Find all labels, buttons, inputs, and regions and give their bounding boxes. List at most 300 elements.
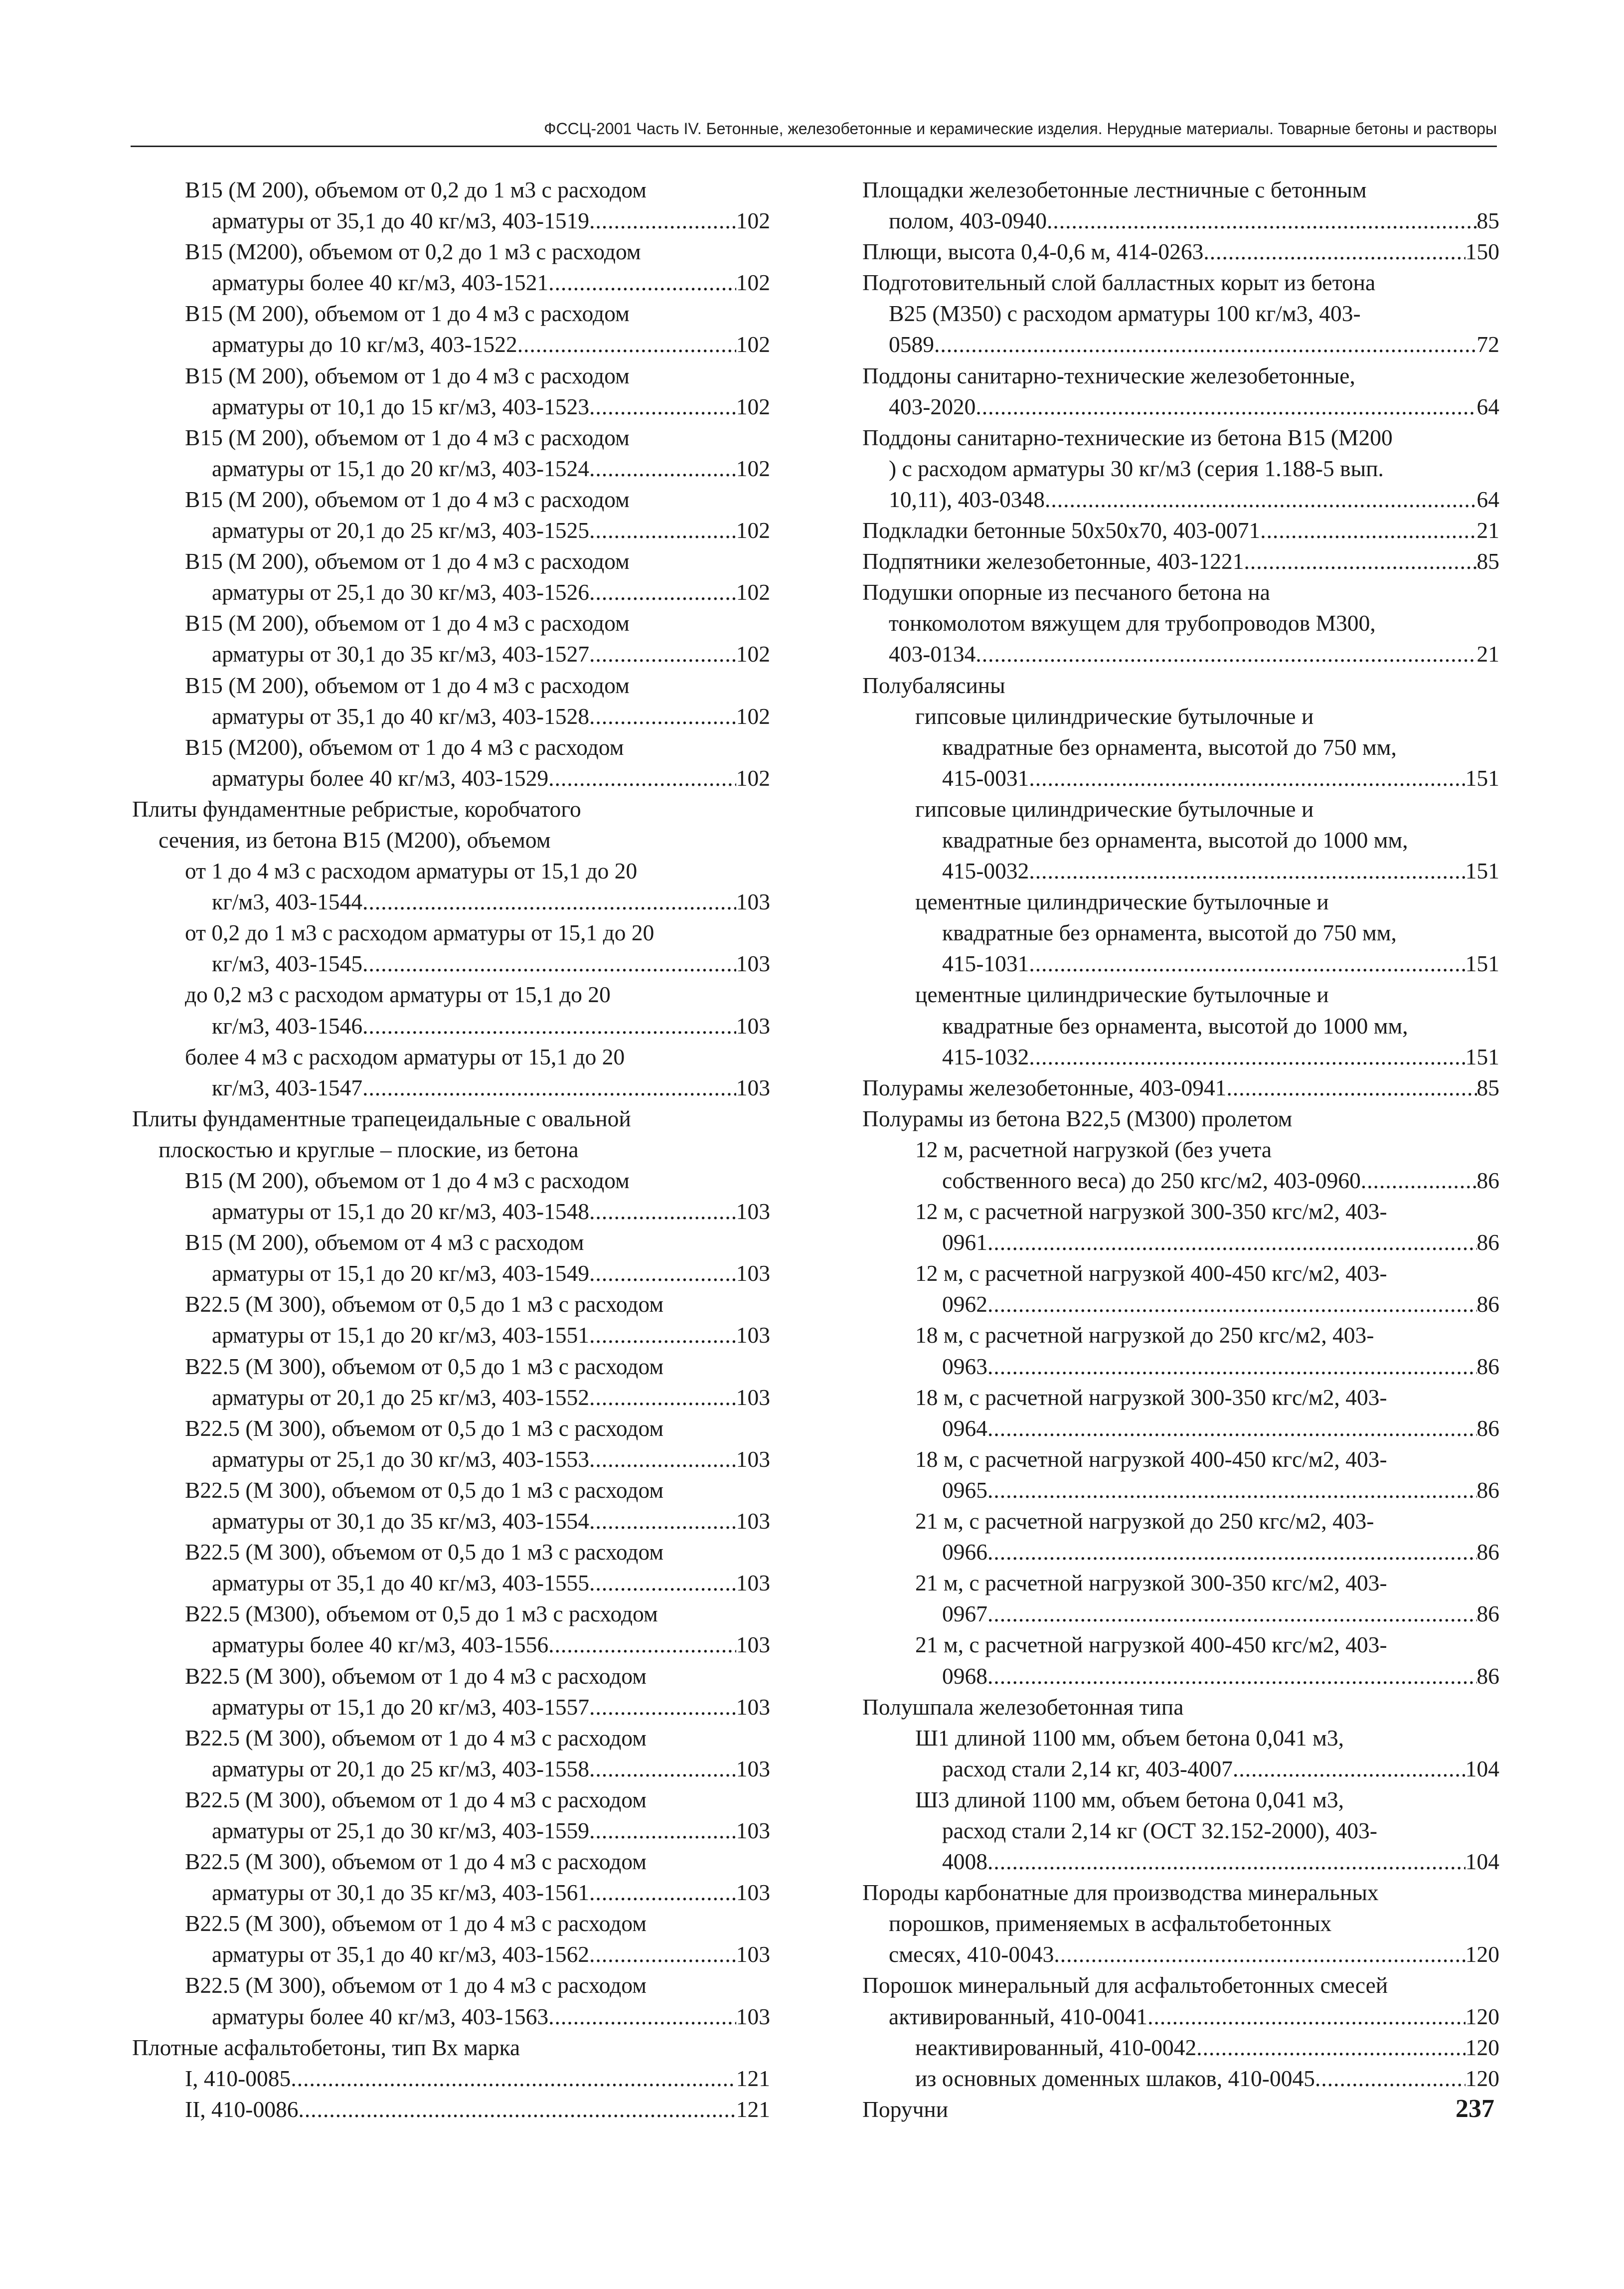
index-entry-last-line (132, 1196, 770, 1227)
index-entry-last-line (132, 515, 770, 546)
entry-text: B22.5 (M 300), объемом от 1 до 4 м3 с расходом (185, 1972, 647, 1998)
index-entry-last-line (862, 329, 1499, 360)
entry-text: арматуры от 20,1 до 25 кг/м3, 403-1525 (212, 518, 590, 543)
index-entry-last-line (132, 1258, 770, 1289)
dot-leader (1147, 2001, 1465, 2032)
index-entry (132, 1846, 770, 1908)
entry-text: до 0,2 м3 с расходом арматуры от 15,1 до 20 (185, 982, 611, 1008)
dot-leader (362, 1072, 736, 1103)
page-ref: 103 (736, 1446, 770, 1472)
index-entry (862, 1196, 1499, 1258)
index-entry-last-line (132, 886, 770, 917)
page-ref: 103 (736, 1694, 770, 1720)
page-ref: 103 (736, 1384, 770, 1410)
entry-text: 18 м, с расчетной нагрузкой до 250 кгс/м2, 403- (915, 1322, 1374, 1348)
page-ref: 21 (1476, 518, 1499, 543)
dot-leader (1315, 2063, 1465, 2094)
entry-text: Подготовительный слой балластных корыт из бетона (862, 270, 1376, 296)
index-entry-last-line (132, 1754, 770, 1784)
index-entry (132, 1351, 770, 1413)
page-ref: 85 (1476, 548, 1499, 574)
index-entry (132, 1165, 770, 1227)
page-ref: 103 (736, 1199, 770, 1225)
dot-leader (987, 1351, 1477, 1382)
index-entry (132, 1784, 770, 1846)
index-column-right (862, 175, 1499, 2125)
index-entry (862, 1134, 1499, 1196)
dot-leader (987, 1475, 1477, 1506)
dot-leader (1045, 484, 1477, 515)
entry-text: ) с расходом арматуры 30 кг/м3 (серия 1.188-5 вып. (889, 455, 1384, 481)
dot-leader (1029, 763, 1465, 794)
index-entry (132, 917, 770, 979)
entry-text: арматуры от 15,1 до 20 кг/м3, 403-1548 (212, 1199, 590, 1225)
dot-leader (934, 329, 1477, 360)
index-entry-last-line (862, 205, 1499, 236)
page-ref: 103 (736, 1941, 770, 1967)
dot-leader (975, 639, 1476, 670)
entry-text: B22.5 (M 300), объемом от 0,5 до 1 м3 с расходом (185, 1291, 664, 1317)
index-entry-last-line (862, 1042, 1499, 1072)
page-ref: 102 (736, 393, 770, 419)
entry-text: B22.5 (M 300), объемом от 1 до 4 м3 с расходом (185, 1786, 647, 1812)
index-entry-last-line (132, 701, 770, 732)
index-entry (132, 1289, 770, 1351)
entry-text: B22.5 (M 300), объемом от 1 до 4 м3 с расходом (185, 1911, 647, 1937)
page-ref: 104 (1465, 1756, 1499, 1781)
entry-text: I, 410-0085 (185, 2065, 291, 2091)
entry-text: порошков, применяемых в асфальтобетонных (889, 1911, 1332, 1937)
entry-text: 12 м, с расчетной нагрузкой 300-350 кгс/м2, 403- (915, 1199, 1387, 1225)
dot-leader (548, 267, 736, 298)
index-entry (132, 484, 770, 546)
entry-text: Плиты фундаментные трапецеидальные с овальной (132, 1105, 631, 1131)
index-entry (862, 701, 1499, 794)
dot-leader (987, 1413, 1477, 1444)
index-column-left (132, 175, 770, 2125)
index-entry-last-line (862, 1413, 1499, 1444)
page-ref: 103 (736, 1322, 770, 1348)
entry-text: 415-0031 (942, 765, 1029, 791)
page-ref: 86 (1476, 1168, 1499, 1193)
entry-text: B15 (M 200), объемом от 1 до 4 м3 с расходом (185, 424, 630, 450)
entry-text: 403-2020 (889, 393, 976, 419)
index-entry (862, 1784, 1499, 1877)
entry-text: B15 (M200), объемом от 1 до 4 м3 с расходом (185, 734, 624, 760)
entry-text: Подушки опорные из песчаного бетона на (862, 579, 1270, 605)
index-entry-last-line (132, 639, 770, 670)
index-entry-last-line (132, 1939, 770, 1970)
page-ref: 103 (736, 1260, 770, 1286)
index-entry-last-line (132, 1444, 770, 1475)
entry-text: 415-0032 (942, 858, 1029, 884)
index-entry-last-line (132, 1568, 770, 1598)
entry-text: B15 (M 200), объемом от 1 до 4 м3 с расходом (185, 301, 630, 327)
dot-leader (589, 1939, 736, 1970)
index-entry (862, 1568, 1499, 1629)
index-entry-last-line (132, 267, 770, 298)
entry-text: арматуры от 15,1 до 20 кг/м3, 403-1524 (212, 455, 590, 481)
dot-leader (589, 1196, 736, 1227)
page-ref: 102 (736, 455, 770, 481)
page-ref: 86 (1476, 1415, 1499, 1441)
page-ref: 151 (1465, 951, 1499, 977)
index-entry (862, 546, 1499, 577)
index-entry (862, 175, 1499, 236)
entry-text: кг/м3, 403-1546 (212, 1013, 363, 1039)
dot-leader (589, 453, 736, 484)
dot-leader (1227, 1072, 1477, 1103)
entry-text: Поддоны санитарно-технические из бетона B15 (M200 (862, 424, 1393, 450)
entry-text: Порошок минеральный для асфальтобетонных смесей (862, 1972, 1388, 1998)
page-number: 237 (1456, 2095, 1494, 2123)
entry-text: Полурамы железобетонные, 403-0941 (862, 1074, 1227, 1100)
entry-text: 415-1032 (942, 1044, 1029, 1069)
entry-text: квадратные без орнамента, высотой до 750 мм, (942, 920, 1397, 946)
index-entry (862, 1506, 1499, 1568)
page-ref: 120 (1465, 1941, 1499, 1967)
dot-leader (987, 1661, 1477, 1692)
index-entry-last-line (862, 236, 1499, 267)
index-entry (862, 2063, 1499, 2094)
index-entry (862, 2032, 1499, 2063)
index-entry (132, 1042, 770, 1103)
page-ref: 103 (736, 1508, 770, 1534)
entry-text: Ш3 длиной 1100 мм, объем бетона 0,041 м3, (915, 1786, 1344, 1812)
page-ref: 85 (1476, 208, 1499, 234)
entry-text: B22.5 (M 300), объемом от 0,5 до 1 м3 с расходом (185, 1415, 664, 1441)
index-entry (132, 422, 770, 484)
entry-text: 4008 (942, 1849, 987, 1875)
entry-text: 0966 (942, 1539, 987, 1565)
page-ref: 85 (1476, 1074, 1499, 1100)
entry-text: B15 (M 200), объемом от 1 до 4 м3 с расходом (185, 362, 630, 388)
entry-text: B15 (M 200), объемом от 0,2 до 1 м3 с расходом (185, 177, 647, 202)
index-entry (862, 1629, 1499, 1691)
index-entry-last-line (132, 1072, 770, 1103)
index-entry-last-line (132, 1320, 770, 1351)
index-entry (862, 1072, 1499, 1103)
entry-text: активированный, 410-0041 (889, 2003, 1148, 2029)
entry-text: кг/м3, 403-1547 (212, 1074, 363, 1100)
index-entry-last-line (132, 1629, 770, 1660)
dot-leader (589, 1506, 736, 1537)
entry-text: цементные цилиндрические бутылочные и (915, 889, 1329, 915)
page-ref: 64 (1476, 486, 1499, 512)
page-ref: 120 (1465, 2034, 1499, 2060)
dot-leader (1196, 2032, 1465, 2063)
index-entry (862, 1320, 1499, 1382)
dot-leader (589, 1320, 736, 1351)
index-entry-last-line (132, 1815, 770, 1846)
page-ref: 102 (736, 270, 770, 296)
dot-leader (1203, 236, 1465, 267)
index-entry (862, 1258, 1499, 1320)
index-entry (132, 2063, 770, 2094)
index-entry (862, 1692, 1499, 1723)
index-entry-last-line (862, 2001, 1499, 2032)
index-entry (862, 1382, 1499, 1444)
entry-text: арматуры более 40 кг/м3, 403-1521 (212, 270, 549, 296)
entry-text: 10,11), 403-0348 (889, 486, 1045, 512)
index-entry (132, 608, 770, 670)
dot-leader (589, 1815, 736, 1846)
dot-leader (362, 948, 736, 979)
entry-text: арматуры от 30,1 до 35 кг/м3, 403-1527 (212, 641, 590, 667)
entry-text: сечения, из бетона B15 (M200), объемом (159, 827, 551, 853)
index-entry (862, 577, 1499, 670)
page-ref: 104 (1465, 1849, 1499, 1875)
index-entry (132, 732, 770, 794)
index-entry-last-line (132, 1382, 770, 1413)
entry-text: кг/м3, 403-1545 (212, 951, 363, 977)
index-entry-last-line (862, 1537, 1499, 1568)
page-ref: 86 (1476, 1477, 1499, 1503)
dot-leader (589, 639, 736, 670)
entry-text: арматуры более 40 кг/м3, 403-1563 (212, 2003, 549, 2029)
entry-text: квадратные без орнамента, высотой до 750 мм, (942, 734, 1397, 760)
page-ref: 102 (736, 641, 770, 667)
entry-text: квадратные без орнамента, высотой до 1000 мм, (942, 827, 1408, 853)
index-entry (132, 1970, 770, 2032)
index-entry (862, 886, 1499, 979)
page-ref: 72 (1476, 332, 1499, 357)
dot-leader (1029, 1042, 1465, 1072)
page-ref: 86 (1476, 1663, 1499, 1689)
entry-text: арматуры от 35,1 до 40 кг/м3, 403-1519 (212, 208, 590, 234)
dot-leader (589, 701, 736, 732)
index-entry-last-line (862, 484, 1499, 515)
page-ref: 103 (736, 1632, 770, 1658)
entry-text: арматуры от 20,1 до 25 кг/м3, 403-1558 (212, 1756, 590, 1781)
index-entry-last-line (862, 1598, 1499, 1629)
index-entry (132, 2094, 770, 2125)
index-entry-last-line (862, 1072, 1499, 1103)
index-entry (862, 670, 1499, 701)
page-ref: 64 (1476, 393, 1499, 419)
index-entry-last-line (862, 1475, 1499, 1506)
entry-text: 21 м, с расчетной нагрузкой 300-350 кгс/м2, 403- (915, 1570, 1387, 1596)
index-entry-last-line (862, 1165, 1499, 1196)
dot-leader (1054, 1939, 1465, 1970)
index-entry (132, 175, 770, 236)
entry-text: арматуры от 20,1 до 25 кг/м3, 403-1552 (212, 1384, 590, 1410)
entry-text: B15 (M 200), объемом от 1 до 4 м3 с расходом (185, 1168, 630, 1193)
entry-text: 0968 (942, 1663, 987, 1689)
entry-text: B22.5 (M 300), объемом от 0,5 до 1 м3 с расходом (185, 1539, 664, 1565)
index-entry-last-line (862, 1351, 1499, 1382)
page-ref: 120 (1465, 2065, 1499, 2091)
page-ref: 103 (736, 1817, 770, 1843)
index-entry (132, 298, 770, 360)
dot-leader (589, 1568, 736, 1598)
entry-text: Поручни (862, 2096, 949, 2122)
entry-text: арматуры от 15,1 до 20 кг/м3, 403-1557 (212, 1694, 590, 1720)
index-entry (132, 1908, 770, 1970)
page-ref: 102 (736, 765, 770, 791)
dot-leader (291, 2063, 736, 2094)
index-entry-last-line (132, 1011, 770, 1042)
dot-leader (589, 1444, 736, 1475)
index-entry-last-line (862, 515, 1499, 546)
index-entry (862, 1877, 1499, 1970)
index-entry (862, 2094, 1499, 2125)
entry-text: более 4 м3 с расходом арматуры от 15,1 до 20 (185, 1044, 625, 1069)
dot-leader (987, 1227, 1477, 1258)
dot-leader (548, 763, 736, 794)
entry-text: арматуры более 40 кг/м3, 403-1556 (212, 1632, 549, 1658)
index-entry-last-line (132, 205, 770, 236)
entry-text: тонкомолотом вяжущем для трубопроводов M300, (889, 610, 1376, 636)
dot-leader (362, 886, 736, 917)
entry-text: B22.5 (M 300), объемом от 0,5 до 1 м3 с расходом (185, 1353, 664, 1379)
entry-text: Плотные асфальтобетоны, тип Вх марка (132, 2034, 520, 2060)
entry-text: арматуры до 10 кг/м3, 403-1522 (212, 332, 517, 357)
index-entry (132, 856, 770, 917)
entry-text: гипсовые цилиндрические бутылочные и (915, 703, 1314, 729)
dot-leader (589, 1382, 736, 1413)
entry-text: B15 (M 200), объемом от 1 до 4 м3 с расходом (185, 610, 630, 636)
page-ref: 21 (1476, 641, 1499, 667)
dot-leader (589, 205, 736, 236)
entry-text: 0962 (942, 1291, 987, 1317)
dot-leader (1260, 515, 1476, 546)
index-entry-last-line (862, 2063, 1499, 2094)
page-ref: 102 (736, 332, 770, 357)
entry-text: Породы карбонатные для производства минеральных (862, 1880, 1379, 1906)
entry-text: арматуры от 25,1 до 30 кг/м3, 403-1559 (212, 1817, 590, 1843)
dot-leader (362, 1011, 736, 1042)
index-entry-last-line (132, 329, 770, 360)
index-entry-last-line (132, 763, 770, 794)
index-entry-last-line (132, 453, 770, 484)
dot-leader (548, 1629, 736, 1660)
index-entry-last-line (862, 2032, 1499, 2063)
entry-text: 12 м, расчетной нагрузкой (без учета (915, 1136, 1272, 1162)
entry-text: арматуры от 25,1 до 30 кг/м3, 403-1526 (212, 579, 590, 605)
index-entry (132, 979, 770, 1041)
index-entry-last-line (132, 2001, 770, 2032)
entry-text: B22.5 (M 300), объемом от 1 до 4 м3 с расходом (185, 1725, 647, 1751)
index-entry (862, 1723, 1499, 1784)
entry-text: II, 410-0086 (185, 2096, 299, 2122)
dot-leader (1233, 1754, 1465, 1784)
page-ref: 151 (1465, 765, 1499, 791)
entry-text: полом, 403-0940 (889, 208, 1047, 234)
index-entry (132, 360, 770, 422)
entry-text: от 1 до 4 м3 с расходом арматуры от 15,1 до 20 (185, 858, 638, 884)
index-entry (132, 546, 770, 608)
entry-text: 18 м, с расчетной нагрузкой 300-350 кгс/м2, 403- (915, 1384, 1387, 1410)
page-ref: 151 (1465, 858, 1499, 884)
index-entry (862, 267, 1499, 360)
entry-text: 21 м, с расчетной нагрузкой до 250 кгс/м2, 403- (915, 1508, 1374, 1534)
entry-text: расход стали 2,14 кг, 403-4007 (942, 1756, 1233, 1781)
entry-text: из основных доменных шлаков, 410-0045 (915, 2065, 1315, 2091)
entry-text: 0961 (942, 1230, 987, 1255)
index-entry (132, 1227, 770, 1289)
index-entry-last-line (132, 948, 770, 979)
index-entry-last-line (132, 2094, 770, 2125)
entry-text: 0963 (942, 1353, 987, 1379)
entry-text: Полубалясины (862, 672, 1005, 698)
index-entry (132, 1103, 770, 1165)
entry-text: арматуры от 15,1 до 20 кг/м3, 403-1551 (212, 1322, 590, 1348)
dot-leader (589, 1692, 736, 1723)
index-entry (862, 794, 1499, 886)
index-entry-last-line (862, 948, 1499, 979)
entry-text: Подкладки бетонные 50x50x70, 403-0071 (862, 518, 1261, 543)
index-entry (862, 515, 1499, 546)
entry-text: B15 (M 200), объемом от 1 до 4 м3 с расходом (185, 486, 630, 512)
entry-text: B22.5 (M 300), объемом от 1 до 4 м3 с расходом (185, 1849, 647, 1875)
index-entry (132, 1413, 770, 1475)
dot-leader (987, 1598, 1477, 1629)
index-entry (132, 1661, 770, 1723)
entry-text: Площадки железобетонные лестничные с бетонным (862, 177, 1367, 202)
index-entry-last-line (862, 1227, 1499, 1258)
page-ref: 86 (1476, 1353, 1499, 1379)
dot-leader (589, 515, 736, 546)
page-ref: 103 (736, 2003, 770, 2029)
entry-text: арматуры от 10,1 до 15 кг/м3, 403-1523 (212, 393, 590, 419)
running-head: ФССЦ-2001 Часть IV. Бетонные, железобетонные и керамические изделия. Нерудные материалы. Товарные бетоны и растворы (544, 120, 1497, 138)
entry-text: арматуры от 30,1 до 35 кг/м3, 403-1561 (212, 1880, 590, 1906)
entry-text: 0965 (942, 1477, 987, 1503)
page-ref: 102 (736, 208, 770, 234)
dot-leader (1361, 1165, 1477, 1196)
dot-leader (589, 391, 736, 422)
page-ref: 103 (736, 889, 770, 915)
entry-text: Ш1 длиной 1100 мм, объем бетона 0,041 м3, (915, 1725, 1344, 1751)
entry-text: расход стали 2,14 кг (ОСТ 32.152-2000), 403- (942, 1817, 1377, 1843)
dot-leader (975, 391, 1476, 422)
entry-text: B25 (M350) с расходом арматуры 100 кг/м3, 403- (889, 301, 1361, 327)
dot-leader (589, 1877, 736, 1908)
index-entry-last-line (132, 1506, 770, 1537)
entry-text: 12 м, с расчетной нагрузкой 400-450 кгс/м2, 403- (915, 1260, 1387, 1286)
page-ref: 86 (1476, 1291, 1499, 1317)
page-ref: 86 (1476, 1230, 1499, 1255)
entry-text: 18 м, с расчетной нагрузкой 400-450 кгс/м2, 403- (915, 1446, 1387, 1472)
entry-text: арматуры более 40 кг/м3, 403-1529 (212, 765, 549, 791)
index-entry-last-line (862, 1289, 1499, 1320)
entry-text: арматуры от 35,1 до 40 кг/м3, 403-1528 (212, 703, 590, 729)
index-entry-last-line (862, 546, 1499, 577)
entry-text: B22.5 (M300), объемом от 0,5 до 1 м3 с расходом (185, 1601, 658, 1627)
dot-leader (1047, 205, 1476, 236)
entry-text: арматуры от 25,1 до 30 кг/м3, 403-1553 (212, 1446, 590, 1472)
index-entry-last-line (862, 639, 1499, 670)
entry-text: плоскостью и круглые – плоские, из бетона (159, 1136, 579, 1162)
index-entry-last-line (132, 391, 770, 422)
dot-leader (548, 2001, 736, 2032)
page-ref: 102 (736, 703, 770, 729)
index-entry-last-line (862, 1754, 1499, 1784)
index-entry (132, 1723, 770, 1784)
dot-leader (987, 1537, 1477, 1568)
entry-text: кг/м3, 403-1544 (212, 889, 363, 915)
page-ref: 120 (1465, 2003, 1499, 2029)
index-entry-last-line (132, 2063, 770, 2094)
entry-text: 0589 (889, 332, 934, 357)
index-entry (132, 670, 770, 732)
entry-text: B15 (M 200), объемом от 1 до 4 м3 с расходом (185, 548, 630, 574)
dot-leader (1029, 948, 1465, 979)
entry-text: квадратные без орнамента, высотой до 1000 мм, (942, 1013, 1408, 1039)
page-ref: 103 (736, 1013, 770, 1039)
entry-text: B22.5 (M 300), объемом от 1 до 4 м3 с расходом (185, 1663, 647, 1689)
